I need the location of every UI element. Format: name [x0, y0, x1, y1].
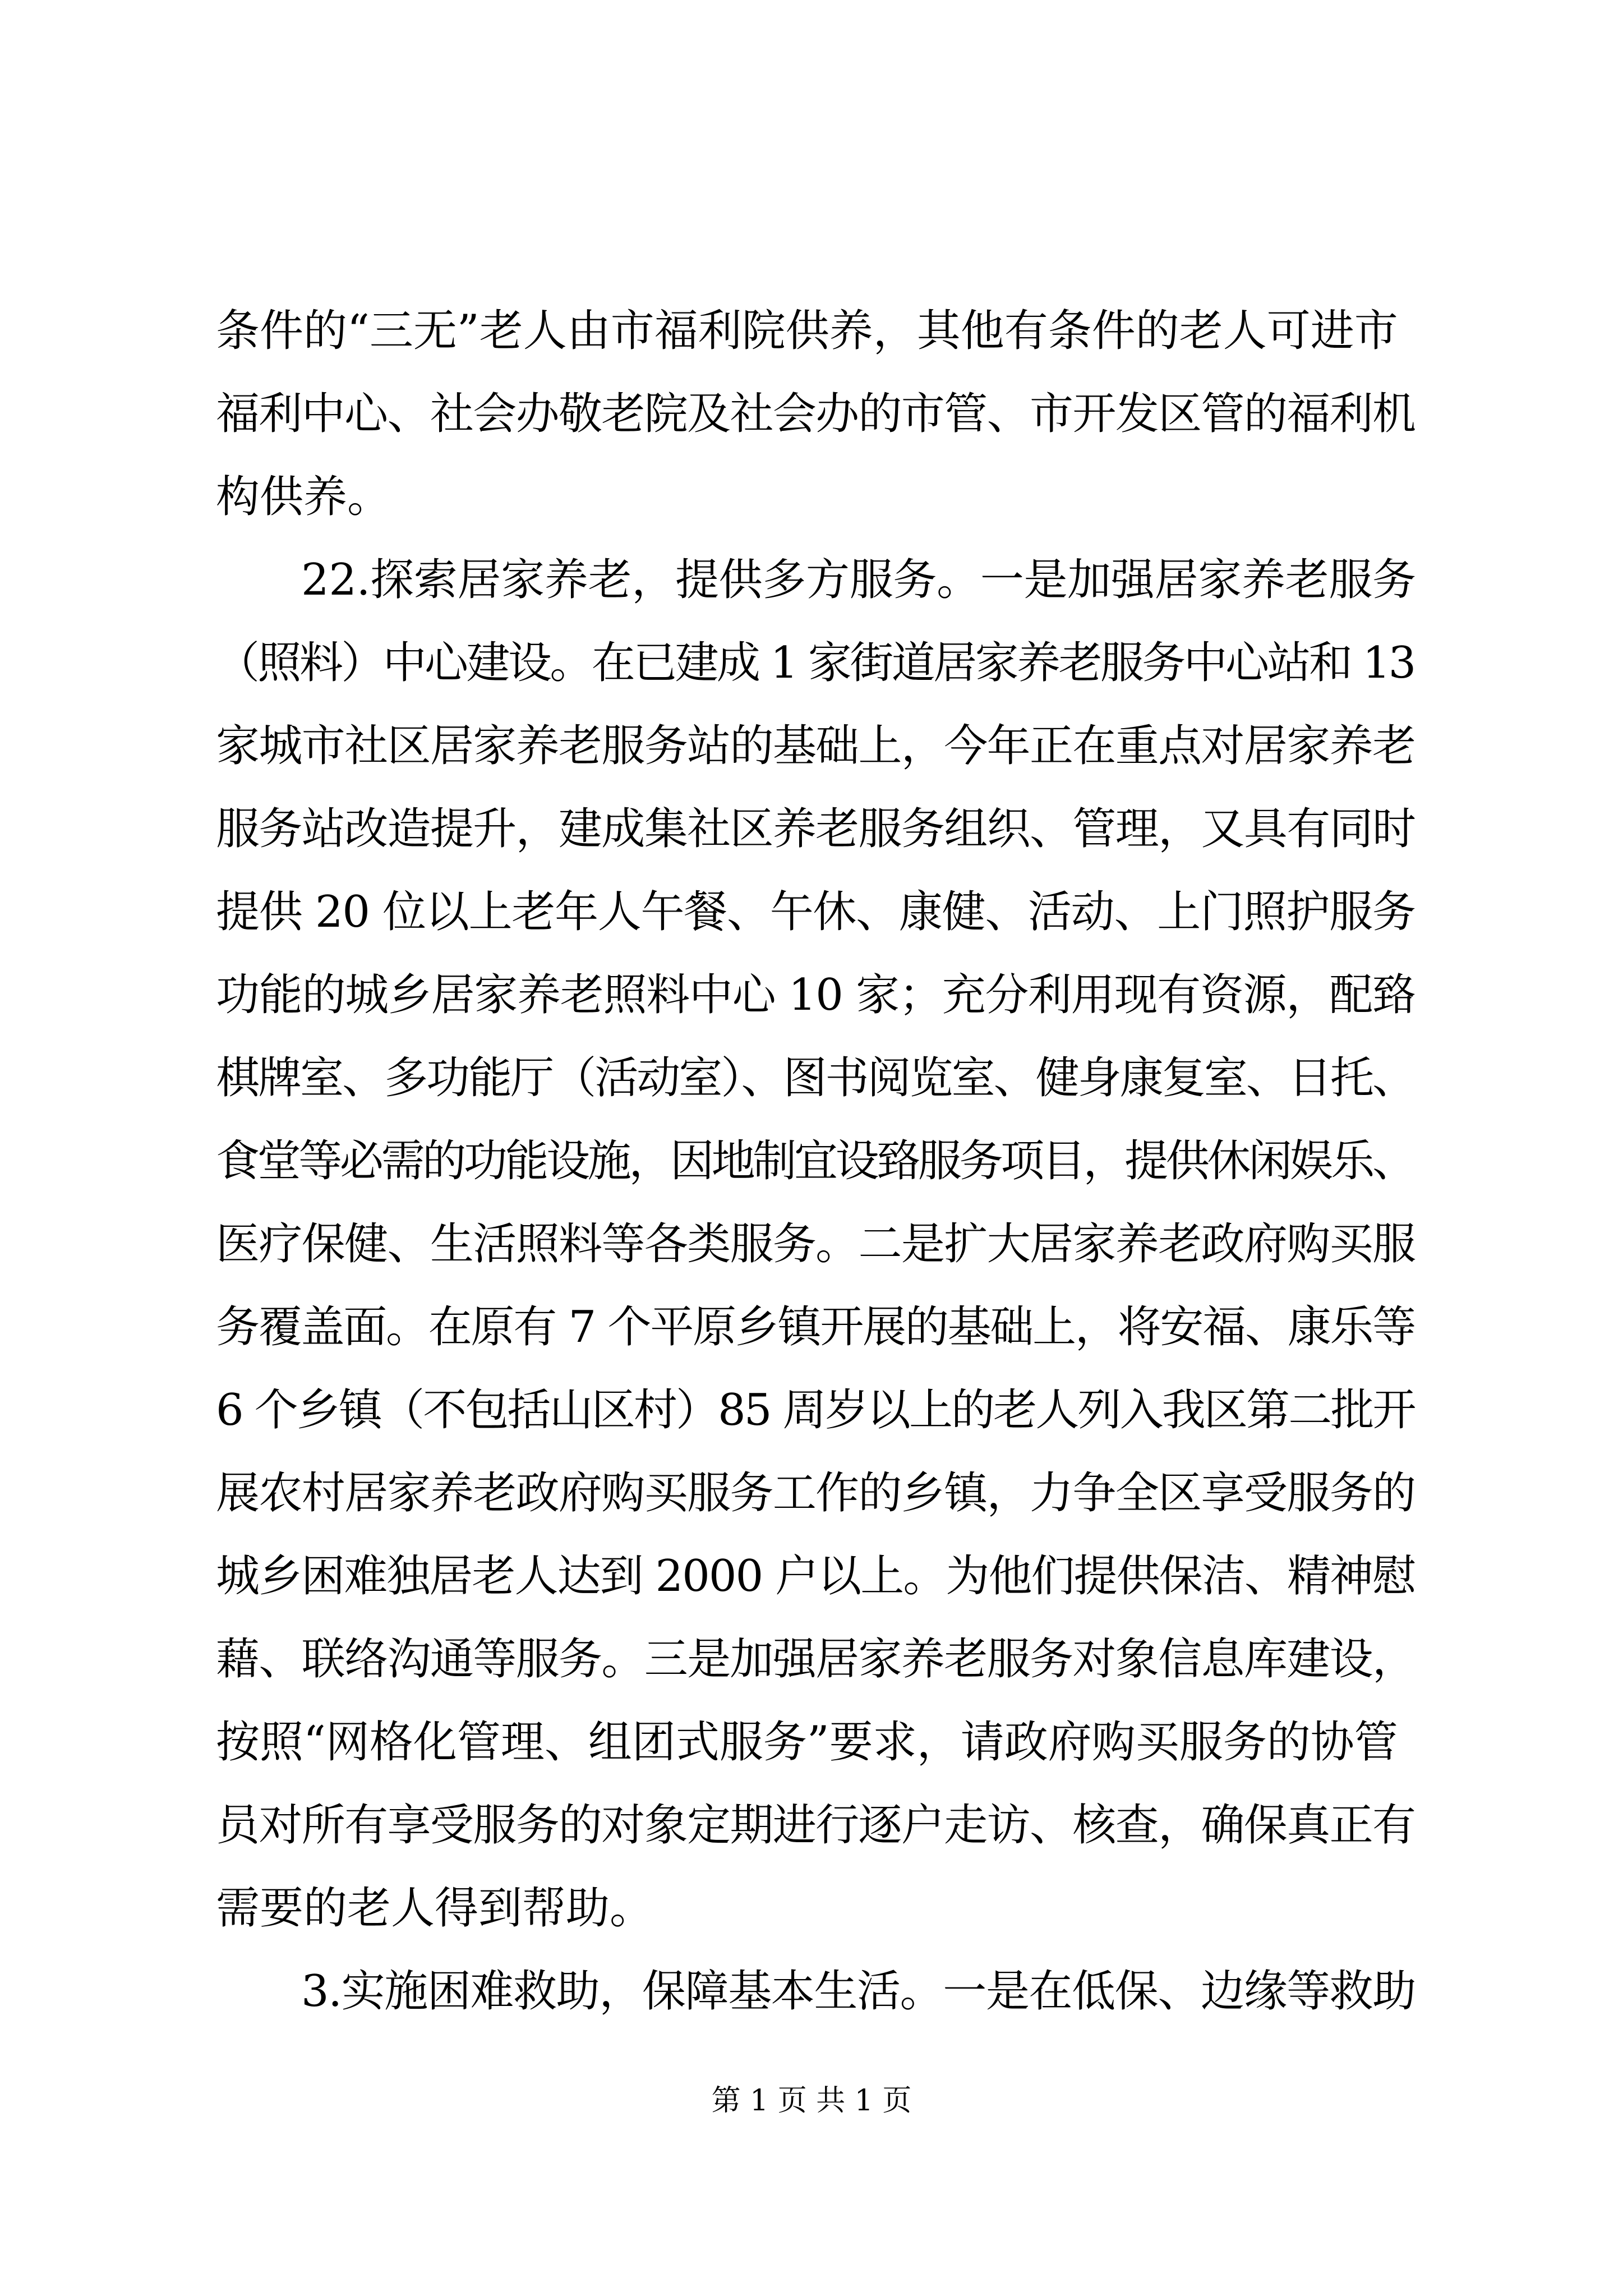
text-line: 务覆盖面。在原有 7 个平原乡镇开展的基础上，将安福、康乐等	[216, 1302, 1415, 1352]
text-line: 福利中心、社会办敬老院及社会办的市管、市开发区管的福利机	[216, 389, 1415, 439]
page-footer: 第 1 页 共 1 页	[711, 2084, 912, 2118]
text-line: （照料）中心建设。在已建成 1 家街道居家养老服务中心站和 13	[216, 638, 1414, 688]
text-line: 食堂等必需的功能设施，因地制宜设臵服务项目，提供休闲娱乐、	[216, 1136, 1414, 1186]
text-line: 条件的“三无”老人由市福利院供养，其他有条件的老人可进市	[216, 306, 1398, 356]
text-line: 展农村居家养老政府购买服务工作的乡镇，力争全区享受服务的	[216, 1468, 1415, 1519]
text-line: 家城市社区居家养老服务站的基础上，今年正在重点对居家养老	[216, 721, 1415, 771]
text-line: 医疗保健、生活照料等各类服务。二是扩大居家养老政府购买服	[216, 1219, 1415, 1269]
text-line: 需要的老人得到帮助。	[216, 1883, 654, 1934]
text-line: 提供 20 位以上老年人午餐、午休、康健、活动、上门照护服务	[216, 887, 1415, 937]
text-line: 藉、联络沟通等服务。三是加强居家养老服务对象信息库建设，	[216, 1634, 1415, 1685]
text-line: 服务站改造提升，建成集社区养老服务组织、管理，又具有同时	[216, 804, 1415, 854]
text-line: 6 个乡镇（不包括山区村）85 周岁以上的老人列入我区第二批开	[216, 1385, 1415, 1435]
paragraph-start-line: 3.实施困难救助，保障基本生活。一是在低保、边缘等救助	[301, 1966, 1416, 2017]
text-line: 构供养。	[216, 472, 391, 522]
paragraph-start-line: 22.探索居家养老，提供多方服务。一是加强居家养老服务	[301, 555, 1416, 605]
text-line: 按照“网格化管理、组团式服务”要求，请政府购买服务的协管	[216, 1717, 1398, 1768]
text-line: 员对所有享受服务的对象定期进行逐户走访、核查，确保真正有	[216, 1800, 1415, 1851]
text-line: 功能的城乡居家养老照料中心 10 家；充分利用现有资源，配臵	[216, 970, 1415, 1020]
text-line: 城乡困难独居老人达到 2000 户以上。为他们提供保洁、精神慰	[216, 1551, 1415, 1602]
text-line: 棋牌室、多功能厅（活动室）、图书阅览室、健身康复室、日托、	[216, 1053, 1415, 1103]
